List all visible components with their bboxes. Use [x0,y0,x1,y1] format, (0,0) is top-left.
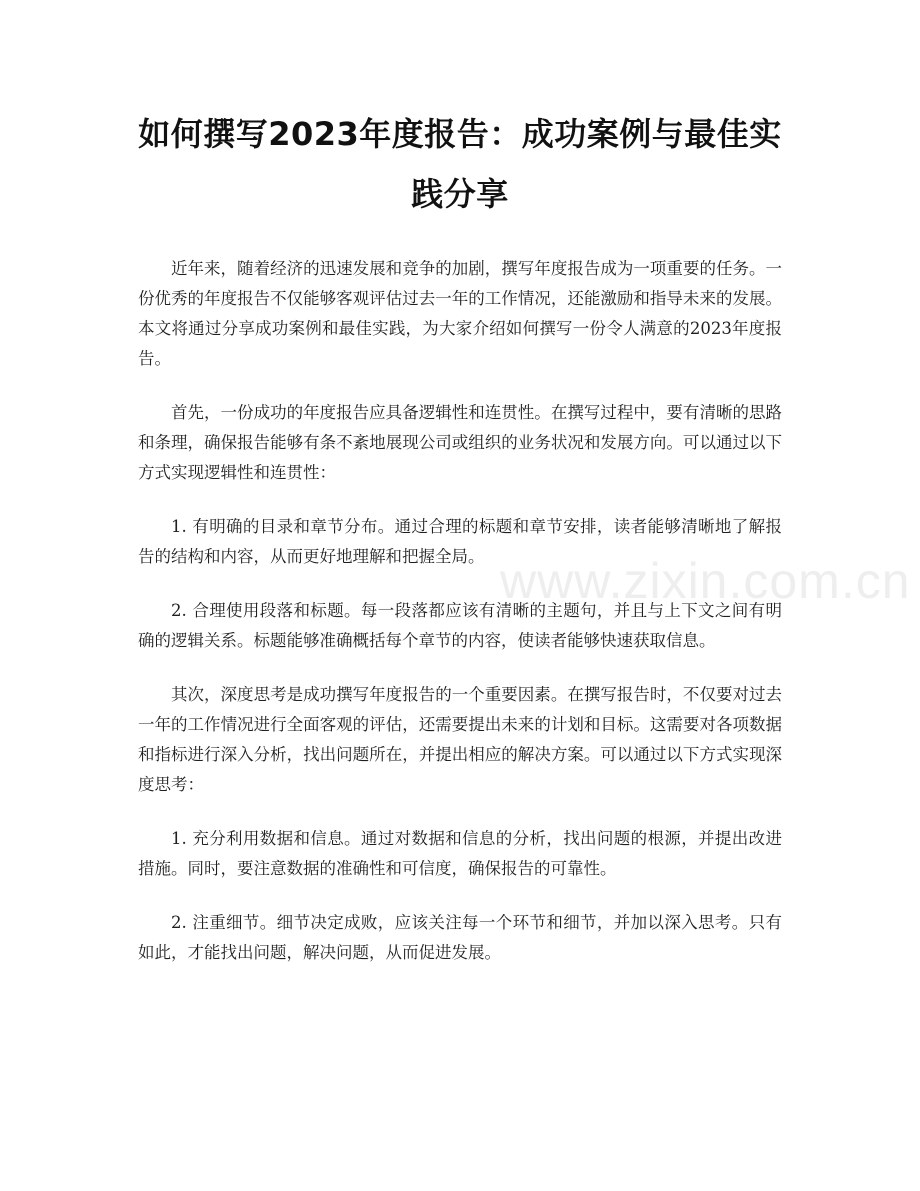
watermark: www.zixin.com.cn [500,553,911,609]
list-item-depth-1: 1. 充分利用数据和信息。通过对数据和信息的分析，找出问题的根源，并提出改进措施。同时，要注意数据的准确性和可信度，确保报告的可靠性。 [138,829,782,878]
paragraph-logic: 首先，一份成功的年度报告应具备逻辑性和连贯性。在撰写过程中，要有清晰的思路和条理，确保报告能够有条不紊地展现公司或组织的业务状况和发展方向。可以通过以下方式实现逻辑性和连贯性： [138,403,782,482]
list-item-depth-2: 2. 注重细节。细节决定成败，应该关注每一个环节和细节，并加以深入思考。只有如此，才能找出问题，解决问题，从而促进发展。 [138,913,782,962]
paragraph-intro: 近年来，随着经济的迅速发展和竞争的加剧，撰写年度报告成为一项重要的任务。一份优秀的年度报告不仅能够客观评估过去一年的工作情况，还能激励和指导未来的发展。本文将通过分享成功案例和最佳实践，为大家介绍如何撰写一份令人满意的2023年度报告。 [138,259,782,368]
document-title: 如何撰写2023年度报告：成功案例与最佳实践分享 [138,115,782,213]
list-item-logic-1: 1. 有明确的目录和章节分布。通过合理的标题和章节安排，读者能够清晰地了解报告的结构和内容，从而更好地理解和把握全局。 [138,517,782,566]
document-body [138,254,782,968]
list-item-logic-2: 2. 合理使用段落和标题。每一段落都应该有清晰的主题句，并且与上下文之间有明确的逻辑关系。标题能够准确概括每个章节的内容，使读者能够快速获取信息。 [138,601,782,650]
paragraph-depth: 其次，深度思考是成功撰写年度报告的一个重要因素。在撰写报告时，不仅要对过去一年的工作情况进行全面客观的评估，还需要提出未来的计划和目标。这需要对各项数据和指标进行深入分析，找出问题所在，并提出相应的解决方案。可以通过以下方式实现深度思考： [138,685,782,794]
